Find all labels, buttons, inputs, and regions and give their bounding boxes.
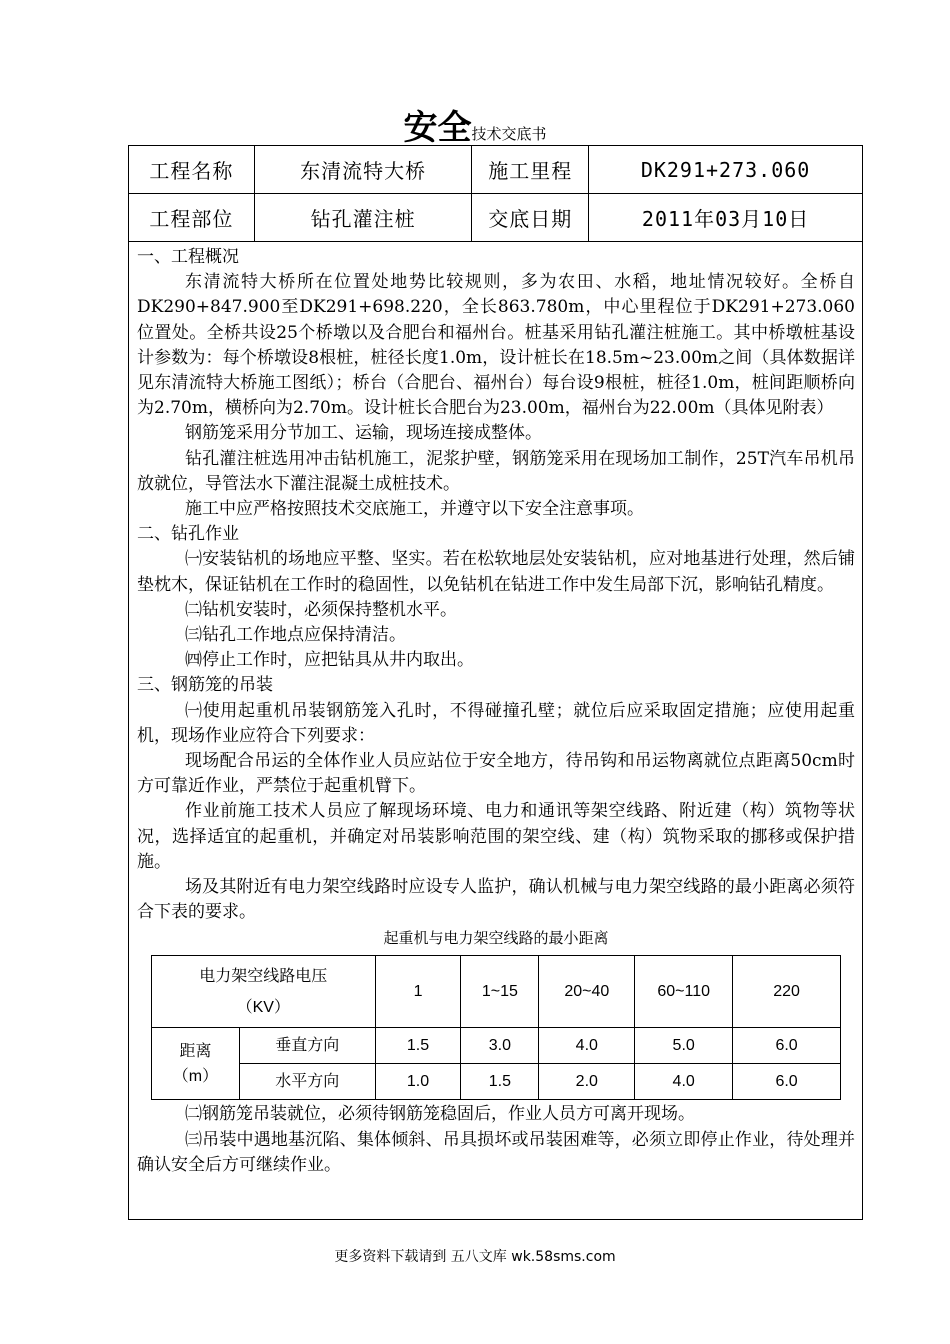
header-row xyxy=(129,194,863,242)
header-table xyxy=(128,145,863,242)
horizontal-value: 6.0 xyxy=(733,1064,841,1100)
date-value: 2011年03月10日 xyxy=(589,194,863,242)
paragraph: ㈡钢筋笼吊装就位，必须待钢筋笼稳固后，作业人员方可离开现场。 xyxy=(185,1104,695,1125)
paragraph: 场及其附近有电力架空线路时应设专人监护，确认机械与电力架空线路的最小距离必须符合下表的要求。 xyxy=(137,877,855,923)
title-main: 安全 xyxy=(403,108,472,148)
paragraph: 钻孔灌注桩选用冲击钻机施工，泥浆护壁，钢筋笼采用在现场加工制作，25T汽车吊机吊放就位，导管法水下灌注混凝土成桩技术。 xyxy=(137,448,855,494)
table-caption: 起重机与电力架空线路的最小距离 xyxy=(383,929,609,948)
project-name-value: 东清流特大桥 xyxy=(254,146,472,194)
distance-label-cell xyxy=(152,1028,240,1100)
horizontal-value: 1.5 xyxy=(461,1064,539,1100)
vertical-value: 3.0 xyxy=(461,1028,539,1064)
vertical-value: 1.5 xyxy=(375,1028,461,1064)
date-label: 交底日期 xyxy=(472,194,589,242)
voltage-unit: （KV） xyxy=(236,998,290,1016)
voltage-label: 电力架空线路电压 xyxy=(199,967,328,985)
voltage-value: 20~40 xyxy=(539,956,635,1028)
voltage-value: 1 xyxy=(375,956,461,1028)
vertical-label: 垂直方向 xyxy=(239,1028,375,1064)
horizontal-value: 2.0 xyxy=(539,1064,635,1100)
paragraph: ㈠使用起重机吊装钢筋笼入孔时，不得碰撞孔壁；就位后应采取固定措施；应使用起重机，现场作业应符合下列要求： xyxy=(137,700,855,746)
section-heading: 二、钻孔作业 xyxy=(137,524,239,545)
project-part-label: 工程部位 xyxy=(129,194,255,242)
distance-table xyxy=(151,955,841,1100)
content-box xyxy=(128,241,863,1220)
project-name-label: 工程名称 xyxy=(129,146,255,194)
voltage-value: 60~110 xyxy=(635,956,733,1028)
body-text xyxy=(137,245,855,1178)
distance-label: 距离 xyxy=(179,1042,212,1060)
paragraph: 钢筋笼采用分节加工、运输，现场连接成整体。 xyxy=(185,423,542,444)
vertical-value: 4.0 xyxy=(539,1028,635,1064)
document-title xyxy=(0,100,950,149)
mileage-value: DK291+273.060 xyxy=(589,146,863,194)
paragraph: 作业前施工技术人员应了解现场环境、电力和通讯等架空线路、附近建（构）筑物等状况，选择适宜的起重机，并确定对吊装影响范围的架空线、建（构）筑物采取的挪移或保护措施。 xyxy=(137,801,855,872)
paragraph: ㈢吊装中遇地基沉陷、集体倾斜、吊具损坏或吊装困难等，必须立即停止作业，待处理并确认安全后方可继续作业。 xyxy=(137,1129,855,1175)
paragraph: 东清流特大桥所在位置处地势比较规则，多为农田、水稻，地址情况较好。全桥自DK290+847.900至DK291+698.220，全长863.780m，中心里程位于DK291+273.060位置处。全桥共设25个桥墩以及合肥台和福州台。桩基采用钻孔灌注桩施工。其中桥墩桩基设计参数为：每个桥墩设8根桩，桩径长度1.0m，设计桩长在18.5m~23.00m之间（具体数据详见东清流特大桥施工图纸）；桥台（合肥台、福州台）每台设9根桩，桩径1.0m，桩间距顺桥向为2.70m，横桥向为2.70m。设计桩长合肥台为23.00m，福州台为22.00m（具体见附表） xyxy=(137,272,855,419)
horizontal-value: 1.0 xyxy=(375,1064,461,1100)
paragraph: ㈠安装钻机的场地应平整、坚实。若在松软地层处安装钻机，应对地基进行处理，然后铺垫枕木，保证钻机在工作时的稳固性，以免钻机在钻进工作中发生局部下沉，影响钻孔精度。 xyxy=(137,549,855,595)
tail-text xyxy=(137,1102,855,1178)
vertical-value: 6.0 xyxy=(733,1028,841,1064)
paragraph: ㈡钻机安装时，必须保持整机水平。 xyxy=(185,599,457,620)
voltage-value: 220 xyxy=(733,956,841,1028)
table-row xyxy=(152,1028,841,1064)
project-part-value: 钻孔灌注桩 xyxy=(254,194,472,242)
mileage-label: 施工里程 xyxy=(472,146,589,194)
footer-text: 更多资料下载请到 五八文库 wk.58sms.com xyxy=(334,1249,616,1265)
table-row xyxy=(152,1064,841,1100)
voltage-label-cell xyxy=(152,956,376,1028)
table-row xyxy=(152,956,841,1028)
paragraph: ㈣停止工作时，应把钻具从井内取出。 xyxy=(185,650,474,671)
horizontal-value: 4.0 xyxy=(635,1064,733,1100)
paragraph: 现场配合吊运的全体作业人员应站位于安全地方，待吊钩和吊运物离就位点距离50cm时方可靠近作业，严禁位于起重机臂下。 xyxy=(137,751,855,797)
section-heading: 三、钢筋笼的吊装 xyxy=(137,675,273,696)
title-sub: 技术交底书 xyxy=(471,125,547,143)
horizontal-label: 水平方向 xyxy=(239,1064,375,1100)
vertical-value: 5.0 xyxy=(635,1028,733,1064)
paragraph: 施工中应严格按照技术交底施工，并遵守以下安全注意事项。 xyxy=(185,499,644,520)
header-row xyxy=(129,146,863,194)
distance-unit: （m） xyxy=(172,1067,219,1085)
voltage-value: 1~15 xyxy=(461,956,539,1028)
section-heading: 一、工程概况 xyxy=(137,247,239,267)
paragraph: ㈢钻孔工作地点应保持清洁。 xyxy=(185,625,406,646)
